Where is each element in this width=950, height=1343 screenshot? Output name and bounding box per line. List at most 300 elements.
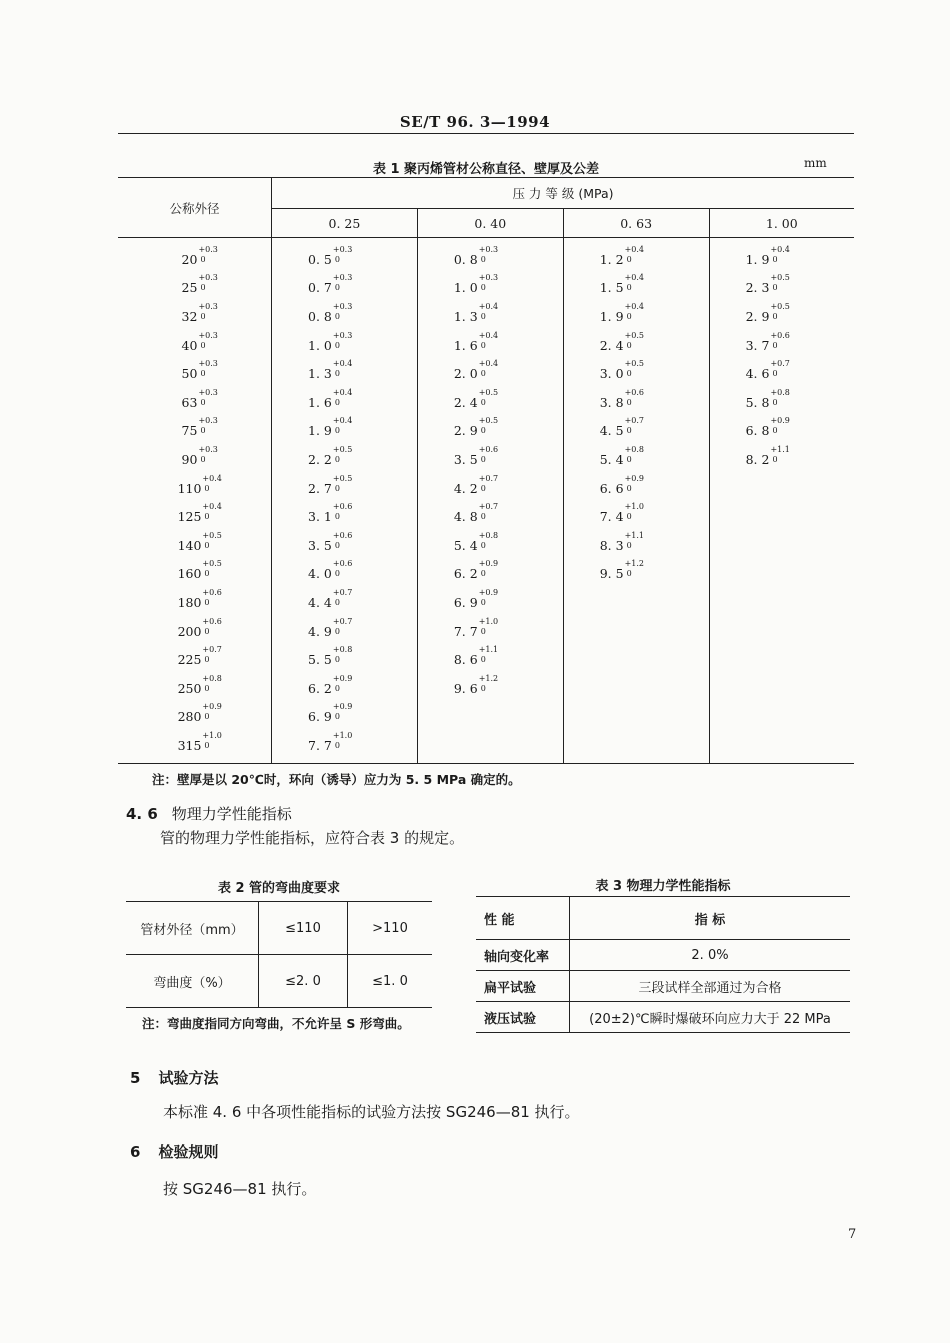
tolerance [478,416,499,436]
cell-value: 20 [181,251,198,267]
table-cell [272,416,418,445]
table-cell [272,358,418,387]
table-cell [709,358,854,387]
lower-tolerance: 0 [480,512,486,522]
cell-value: 1. 2 [599,251,624,267]
cell-value: 250 [177,680,202,696]
upper-tolerance: +0.4 [770,244,790,254]
table-cell [709,473,854,502]
tolerance [197,387,218,407]
tolerance [478,330,499,350]
upper-tolerance: +0.7 [624,416,645,426]
tolerance [624,359,645,379]
table-cell [272,501,418,530]
tolerance [769,387,790,407]
tolerance [332,387,353,407]
lower-tolerance: 0 [626,454,632,464]
lower-tolerance: 0 [200,254,206,264]
tolerance [197,359,218,379]
upper-tolerance: +0.3 [332,301,353,311]
cell-value: 315 [177,737,202,753]
table1-unit: mm [804,156,827,170]
lower-tolerance: 0 [772,454,778,464]
tolerance [201,587,222,607]
upper-tolerance: +1.0 [332,730,353,740]
cell-value: 5. 4 [453,537,478,553]
upper-tolerance: +0.4 [202,473,222,483]
header-rule [118,133,854,134]
lower-tolerance: 0 [480,597,486,607]
page-number: 7 [848,1227,857,1242]
table1-note: 注：壁厚是以 20℃时，环向（诱导）应力为 5. 5 MPa 确定的。 [152,772,521,787]
cell-value: 1. 3 [308,366,332,382]
lower-tolerance: 0 [334,340,340,350]
table-row [118,473,854,502]
cell-value: 1. 6 [308,394,332,410]
table-cell [709,730,854,763]
tolerance [624,387,645,407]
table-cell [118,358,272,387]
table-cell [709,238,854,273]
lower-tolerance: 0 [626,426,632,436]
table-cell [563,530,709,559]
table-cell [417,330,563,359]
lower-tolerance: 0 [626,283,632,293]
table-cell [563,387,709,416]
lower-tolerance: 0 [334,655,340,665]
cell-value: 1. 0 [453,280,478,296]
table-row [118,444,854,473]
table-cell [563,238,709,273]
tolerance [201,559,222,579]
cell-value: 63 [181,394,198,410]
cell-value: 2. 3 [745,280,770,296]
upper-tolerance: +1.2 [478,673,499,683]
table3-title: 表 3 物理力学性能指标 [595,879,731,894]
lower-tolerance: 0 [480,369,486,379]
lower-tolerance: 0 [204,540,210,550]
upper-tolerance: +0.3 [198,359,218,369]
lower-tolerance: 0 [626,569,632,579]
upper-tolerance: +1.1 [478,645,499,655]
cell-value: 2. 4 [599,337,624,353]
upper-tolerance: +0.6 [332,559,353,569]
tolerance [624,273,645,293]
table-cell [563,444,709,473]
cell-value: 2. 9 [745,308,770,324]
tolerance [197,416,218,436]
table-cell: (20±2)℃瞬时爆破环向应力大于 22 MPa [570,1002,851,1033]
table-cell [118,238,272,273]
tolerance [201,645,222,665]
table-cell [709,587,854,616]
cell-value: 1. 3 [453,308,478,324]
lower-tolerance: 0 [204,483,210,493]
upper-tolerance: +0.8 [624,444,645,454]
table-row [118,387,854,416]
table-row [118,587,854,616]
table-cell [563,673,709,702]
tolerance [478,273,499,293]
cell-value: 6. 9 [453,594,478,610]
tolerance [478,559,499,579]
table-row [118,616,854,645]
upper-tolerance: +0.4 [202,502,222,512]
table1-pressure-header: 0. 63 [563,209,709,238]
tolerance [332,730,353,750]
lower-tolerance: 0 [334,311,340,321]
upper-tolerance: +1.1 [624,530,645,540]
cell-value: 90 [181,451,198,467]
upper-tolerance: +0.7 [478,473,499,483]
table-row [118,416,854,445]
upper-tolerance: +0.6 [202,587,222,597]
section-5-heading [130,1067,218,1088]
tolerance [332,244,353,264]
table-cell [118,673,272,702]
upper-tolerance: +0.7 [332,587,353,597]
table2-title: 表 2 管的弯曲度要求 [217,881,341,896]
table1-pressure-group-header: 压 力 等 级 (MPa) [272,178,855,209]
table-cell [118,330,272,359]
lower-tolerance: 0 [480,569,486,579]
table-cell [563,587,709,616]
upper-tolerance: +0.6 [332,502,353,512]
upper-tolerance: +0.5 [202,559,222,569]
table-cell [118,530,272,559]
tolerance [332,645,353,665]
table-cell [563,301,709,330]
cell-value: 5. 5 [308,652,332,668]
table-cell [118,273,272,302]
cell-value: 50 [181,366,198,382]
cell-value: 25 [181,280,198,296]
tolerance [478,587,499,607]
cell-value: 8. 6 [453,652,478,668]
section-number: 5 [130,1069,141,1087]
upper-tolerance: +0.8 [770,387,790,397]
table-cell [563,616,709,645]
lower-tolerance: 0 [480,426,486,436]
lower-tolerance: 0 [204,712,210,722]
table-cell [118,444,272,473]
cell-value: 3. 5 [308,537,332,553]
table-cell [417,530,563,559]
cell-value: 7. 4 [599,509,624,525]
table-row [118,644,854,673]
upper-tolerance: +0.5 [478,387,499,397]
lower-tolerance: 0 [204,626,210,636]
upper-tolerance: +0.5 [624,330,645,340]
lower-tolerance: 0 [200,369,206,379]
table-cell [709,387,854,416]
tolerance [624,444,645,464]
upper-tolerance: +0.3 [332,244,353,254]
tolerance [478,502,499,522]
lower-tolerance: 0 [334,283,340,293]
tolerance [769,444,790,464]
table1-pressure-header: 1. 00 [709,209,854,238]
tolerance [332,444,353,464]
cell-value: 4. 6 [745,366,770,382]
table-cell [118,616,272,645]
table-cell [417,644,563,673]
tolerance [201,730,222,750]
tolerance [332,473,353,493]
cell-value: 1. 6 [453,337,478,353]
lower-tolerance: 0 [334,483,340,493]
upper-tolerance: +0.8 [478,530,499,540]
table-cell [272,559,418,588]
upper-tolerance: +0.4 [624,273,645,283]
lower-tolerance: 0 [334,683,340,693]
lower-tolerance: 0 [334,397,340,407]
table-cell [272,387,418,416]
upper-tolerance: +0.5 [478,416,499,426]
table-row [118,530,854,559]
tolerance [197,301,218,321]
tolerance [478,244,499,264]
tolerance [769,330,790,350]
table-cell [563,273,709,302]
cell-value: 2. 4 [453,394,478,410]
section-5-body: 本标准 4. 6 中各项性能指标的试验方法按 SG246—81 执行。 [163,1103,580,1121]
upper-tolerance: +0.9 [202,702,222,712]
tolerance [201,673,222,693]
lower-tolerance: 0 [480,311,486,321]
table-cell [417,501,563,530]
tolerance [478,359,499,379]
table-cell [272,444,418,473]
table-row [126,902,432,955]
lower-tolerance: 0 [204,655,210,665]
table-cell [272,330,418,359]
lower-tolerance: 0 [334,454,340,464]
lower-tolerance: 0 [480,454,486,464]
tolerance [624,530,645,550]
section-number: 4. 6 [126,805,158,823]
lower-tolerance: 0 [200,283,206,293]
cell-value: 0. 8 [308,308,332,324]
tolerance [201,530,222,550]
table-cell: 2. 0% [570,940,851,971]
tolerance [624,502,645,522]
tolerance [624,244,645,264]
table-row [118,301,854,330]
lower-tolerance: 0 [204,683,210,693]
cell-value: 75 [181,423,198,439]
table-row [118,730,854,763]
tolerance [478,473,499,493]
upper-tolerance: +0.4 [478,359,499,369]
cell-value: 3. 5 [453,451,478,467]
upper-tolerance: +0.4 [478,330,499,340]
upper-tolerance: +0.3 [478,273,499,283]
table-cell [709,644,854,673]
upper-tolerance: +0.3 [198,273,218,283]
tolerance [478,387,499,407]
tolerance [478,645,499,665]
table1-col0-header: 公称外径 [118,178,272,238]
cell-value: 4. 2 [453,480,478,496]
tolerance [624,330,645,350]
table-row [118,238,854,273]
cell-value: 3. 1 [308,509,332,525]
lower-tolerance: 0 [626,254,632,264]
lower-tolerance: 0 [480,254,486,264]
upper-tolerance: +0.5 [624,359,645,369]
upper-tolerance: +1.0 [478,616,499,626]
cell-value: 3. 0 [599,366,624,382]
table-cell [417,301,563,330]
lower-tolerance: 0 [200,454,206,464]
table-cell [417,444,563,473]
cell-value: 2. 0 [453,366,478,382]
table-cell [417,673,563,702]
lower-tolerance: 0 [480,397,486,407]
cell-value: 140 [177,537,202,553]
lower-tolerance: 0 [626,369,632,379]
upper-tolerance: +0.7 [202,645,222,655]
tolerance [769,359,790,379]
lower-tolerance: 0 [334,569,340,579]
upper-tolerance: +1.1 [770,444,790,454]
table-cell [417,273,563,302]
cell-value: 125 [177,509,202,525]
lower-tolerance: 0 [772,340,778,350]
cell-value: 160 [177,566,202,582]
table-cell [563,559,709,588]
tolerance [478,530,499,550]
lower-tolerance: 0 [480,483,486,493]
table-cell [272,616,418,645]
cell-value: 5. 8 [745,394,770,410]
table-cell [118,644,272,673]
tolerance [201,616,222,636]
cell-value: 8. 2 [745,451,770,467]
upper-tolerance: +0.3 [478,244,499,254]
table-row [476,971,850,1002]
cell-value: 0. 8 [453,251,478,267]
lower-tolerance: 0 [334,512,340,522]
lower-tolerance: 0 [626,397,632,407]
upper-tolerance: +0.3 [198,330,218,340]
upper-tolerance: +0.3 [198,387,218,397]
lower-tolerance: 0 [204,512,210,522]
table-cell [272,273,418,302]
tolerance [769,301,790,321]
table-cell [709,673,854,702]
table3-header-property: 性 能 [476,897,570,940]
tolerance [624,416,645,436]
lower-tolerance: 0 [200,311,206,321]
table-row [118,702,854,731]
tolerance [769,273,790,293]
table-cell [563,473,709,502]
section-6-body: 按 SG246—81 执行。 [163,1180,317,1198]
tolerance [332,502,353,522]
upper-tolerance: +1.2 [624,559,645,569]
table-cell [563,702,709,731]
lower-tolerance: 0 [626,483,632,493]
lower-tolerance: 0 [772,369,778,379]
lower-tolerance: 0 [480,540,486,550]
section-title: 物理力学性能指标 [171,805,292,823]
cell-value: 2. 9 [453,423,478,439]
cell-value: 3. 8 [599,394,624,410]
cell-value: 7. 7 [308,737,332,753]
upper-tolerance: +0.8 [202,673,222,683]
cell-value: 6. 2 [453,566,478,582]
tolerance [332,273,353,293]
table-cell [709,273,854,302]
upper-tolerance: +0.5 [332,444,353,454]
section-number: 6 [130,1143,141,1161]
table1 [118,177,854,764]
table-cell [709,444,854,473]
table-cell [417,559,563,588]
upper-tolerance: +0.4 [332,416,353,426]
lower-tolerance: 0 [772,426,778,436]
table-cell [563,330,709,359]
table-cell [709,616,854,645]
table3 [476,896,850,1033]
table-cell [272,587,418,616]
table-cell [709,702,854,731]
table-cell [272,530,418,559]
section-6-heading [130,1141,218,1162]
upper-tolerance: +0.6 [770,330,790,340]
table-cell [417,702,563,731]
tolerance [332,702,353,722]
table-cell [272,473,418,502]
upper-tolerance: +0.9 [624,473,645,483]
upper-tolerance: +0.5 [770,301,790,311]
tolerance [769,244,790,264]
upper-tolerance: +0.6 [202,616,222,626]
table-cell: 管材外径（mm） [126,902,259,955]
cell-value: 1. 9 [745,251,770,267]
upper-tolerance: +0.6 [478,444,499,454]
table-cell [272,673,418,702]
tolerance [201,702,222,722]
upper-tolerance: +1.0 [202,730,222,740]
tolerance [197,244,218,264]
cell-value: 1. 9 [599,308,624,324]
upper-tolerance: +0.8 [332,645,353,655]
cell-value: 1. 5 [599,280,624,296]
lower-tolerance: 0 [200,340,206,350]
upper-tolerance: +0.9 [332,673,353,683]
table1-pressure-header: 0. 40 [417,209,563,238]
tolerance [332,301,353,321]
cell-value: 32 [181,308,198,324]
tolerance [478,616,499,636]
upper-tolerance: +1.0 [624,502,645,512]
table3-header-index: 指 标 [570,897,851,940]
table-cell [118,473,272,502]
tolerance [332,416,353,436]
upper-tolerance: +0.7 [770,359,790,369]
cell-value: 8. 3 [599,537,624,553]
table-cell [709,416,854,445]
table-cell [417,238,563,273]
tolerance [624,473,645,493]
lower-tolerance: 0 [480,626,486,636]
lower-tolerance: 0 [626,311,632,321]
upper-tolerance: +0.3 [198,244,218,254]
table-cell [118,416,272,445]
